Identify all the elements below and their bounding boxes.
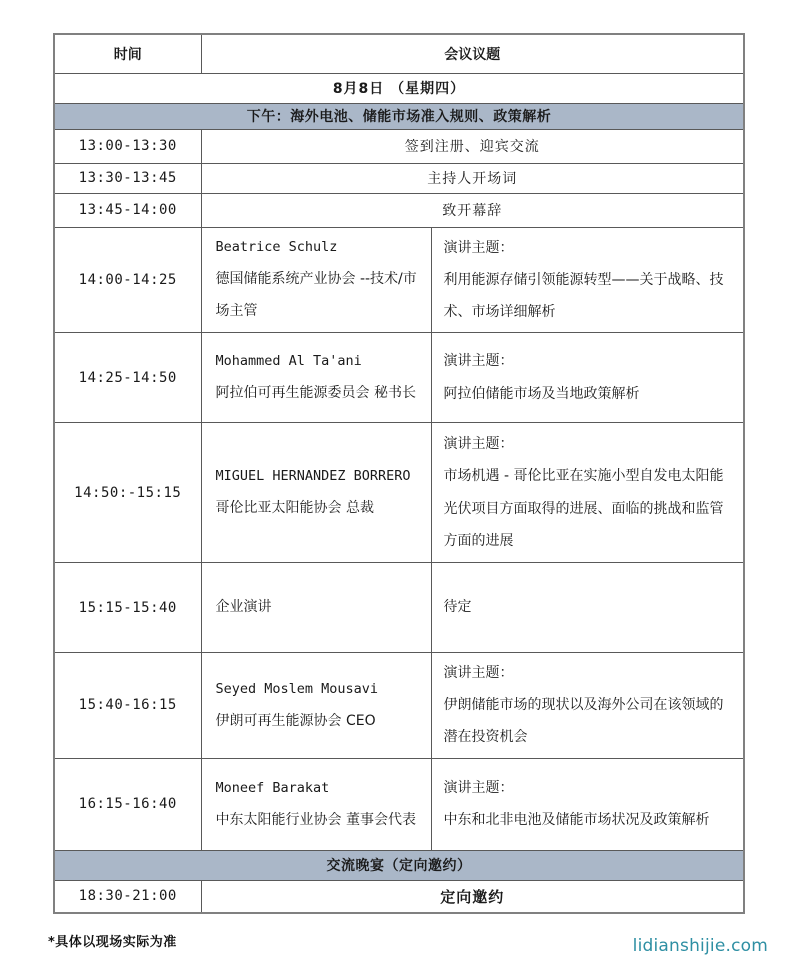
table-row	[54, 758, 744, 850]
topic-cell: 主持人开场词	[201, 163, 744, 193]
footnote: *具体以现场实际为准	[48, 935, 177, 950]
talk-label: 演讲主题：	[443, 353, 514, 370]
topic-cell: 签到注册、迎宾交流	[201, 129, 744, 163]
afternoon-session-title: 下午：海外电池、储能市场准入规则、政策解析	[54, 103, 744, 129]
speaker-cell	[201, 333, 431, 423]
header-time: 时间	[54, 34, 201, 73]
talk-topic: 阿拉伯储能市场及当地政策解析	[443, 385, 640, 402]
table-row	[54, 880, 744, 913]
speaker-cell	[201, 423, 431, 563]
talk-topic: 伊朗储能市场的现状以及海外公司在该领域的潜在投资机会	[443, 697, 724, 746]
date-banner: 8月8日 （星期四）	[54, 73, 744, 103]
time-cell: 16:15-16:40	[54, 758, 201, 850]
talk-topic: 中东和北非电池及储能市场状况及政策解析	[443, 812, 710, 829]
talk-cell	[431, 653, 744, 759]
speaker-title: 中东太阳能行业协会 董事会代表	[215, 811, 416, 828]
session-band-row	[54, 850, 744, 880]
time-cell: 13:45-14:00	[54, 193, 201, 227]
talk-cell	[431, 333, 744, 423]
time-cell: 15:40-16:15	[54, 653, 201, 759]
agenda-table-container	[53, 33, 743, 914]
table-row	[54, 333, 744, 423]
topic-cell: 定向邀约	[201, 880, 744, 913]
speaker-cell	[201, 653, 431, 759]
speaker-name: Mohammed Al Ta'ani	[215, 352, 362, 369]
speaker-cell	[201, 563, 431, 653]
watermark-text: lidianshijie.com	[632, 936, 768, 956]
conference-agenda-table	[53, 33, 745, 914]
talk-label: 演讲主题：	[443, 436, 514, 453]
talk-label: 演讲主题：	[443, 665, 514, 682]
talk-topic: 利用能源存储引领能源转型——关于战略、技术、市场详细解析	[443, 271, 724, 320]
time-cell: 14:00-14:25	[54, 227, 201, 333]
speaker-name: Moneef Barakat	[215, 779, 330, 796]
dinner-session-title: 交流晚宴（定向邀约）	[54, 850, 744, 880]
table-row	[54, 163, 744, 193]
table-row	[54, 129, 744, 163]
speaker-name: 企业演讲	[215, 599, 272, 616]
speaker-title: 阿拉伯可再生能源委员会 秘书长	[215, 384, 416, 401]
talk-label: 演讲主题：	[443, 779, 514, 796]
talk-cell	[431, 563, 744, 653]
time-cell: 18:30-21:00	[54, 880, 201, 913]
table-row	[54, 563, 744, 653]
date-row	[54, 73, 744, 103]
table-row	[54, 227, 744, 333]
table-header-row	[54, 34, 744, 73]
table-row	[54, 193, 744, 227]
speaker-title: 德国储能系统产业协会 --技术/市场主管	[215, 271, 417, 320]
speaker-title: 伊朗可再生能源协会 CEO	[215, 712, 376, 729]
talk-cell	[431, 758, 744, 850]
speaker-cell	[201, 758, 431, 850]
table-row	[54, 653, 744, 759]
speaker-title: 哥伦比亚太阳能协会 总裁	[215, 499, 374, 516]
talk-topic: 待定	[443, 599, 472, 616]
time-cell: 14:50:-15:15	[54, 423, 201, 563]
session-band-row	[54, 103, 744, 129]
time-cell: 14:25-14:50	[54, 333, 201, 423]
topic-cell: 致开幕辞	[201, 193, 744, 227]
time-cell: 13:30-13:45	[54, 163, 201, 193]
speaker-cell	[201, 227, 431, 333]
table-row	[54, 423, 744, 563]
speaker-name: Seyed Moslem Mousavi	[215, 680, 379, 697]
speaker-name: MIGUEL HERNANDEZ BORRERO	[215, 467, 411, 484]
talk-label: 演讲主题：	[443, 239, 514, 256]
speaker-name: Beatrice Schulz	[215, 239, 338, 256]
time-cell: 13:00-13:30	[54, 129, 201, 163]
talk-cell	[431, 227, 744, 333]
header-topic: 会议议题	[201, 34, 744, 73]
talk-topic: 市场机遇 - 哥伦比亚在实施小型自发电太阳能光伏项目方面取得的进展、面临的挑战和监管方面的进展	[443, 468, 724, 549]
time-cell: 15:15-15:40	[54, 563, 201, 653]
talk-cell	[431, 423, 744, 563]
